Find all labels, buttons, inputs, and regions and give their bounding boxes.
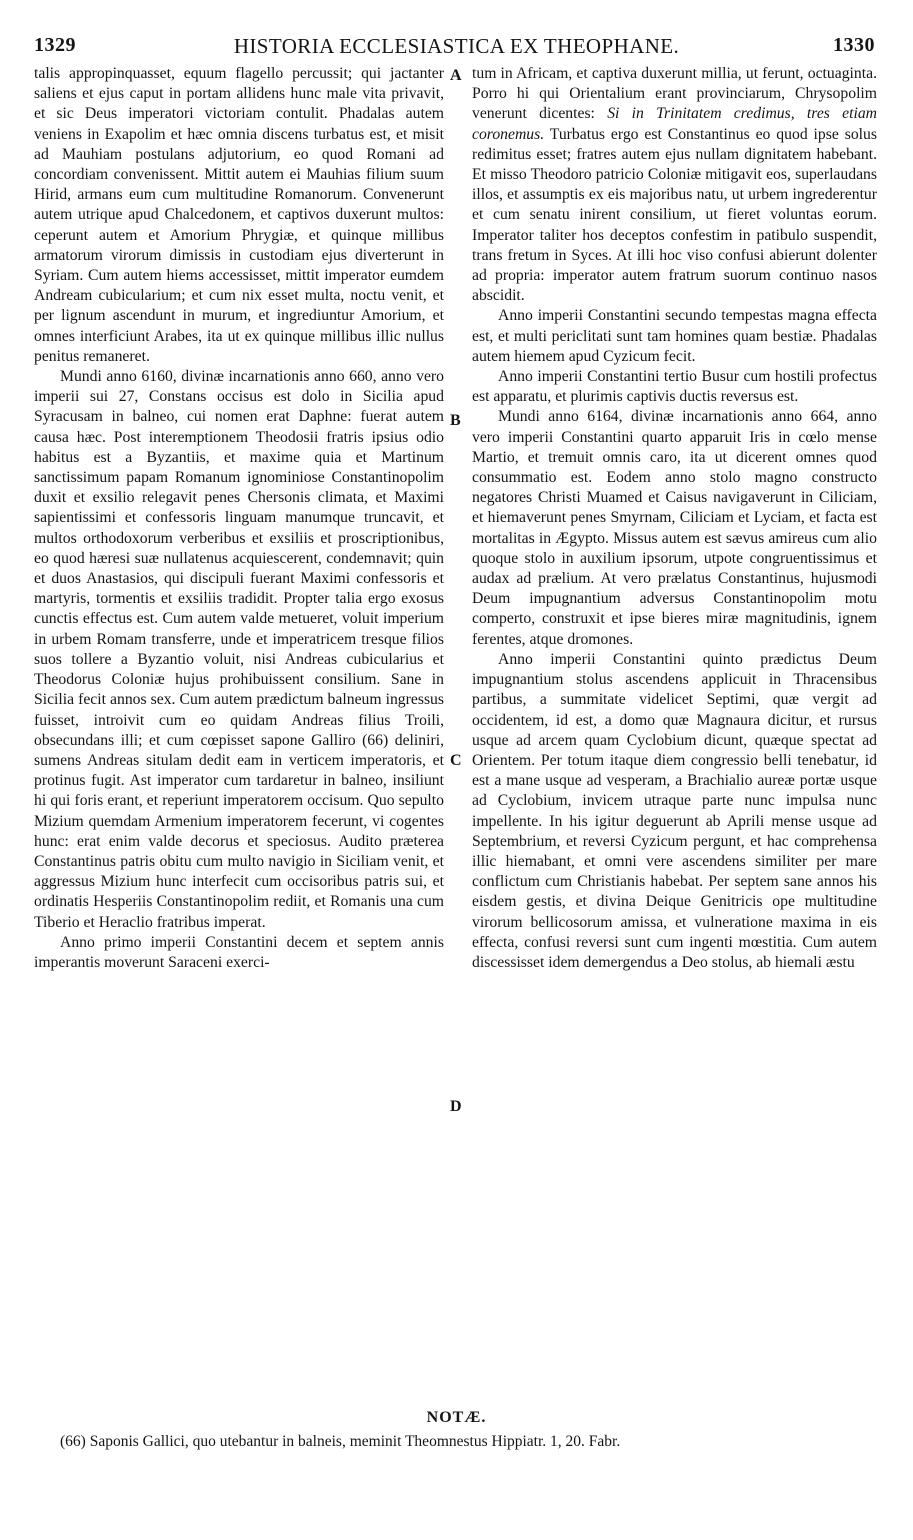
right-paragraph-3: Anno imperii Constantini tertio Busur cum hostili profectus est apparatu, et plurimis captivis ductis reversus est.: [472, 368, 877, 406]
right-paragraph-1: tum in Africam, et captiva duxerunt millia, ut ferunt, octuaginta. Porro hi qui Orientalium erant provinciarum, Chrysopolim venerunt dicentes: Si in Trinitatem credimus, tres etiam coronemus. Turbatus ergo est Constantinus eo quod ipse solus redimitus esset; fratres autem ejus nullam dignitatem habebant. Et misso Theodoro patricio Coloniæ mitigavit eos, superlaudans illos, et assumptis ex eis majoribus natu, ut urbem ingrederentur et cum senatu inirent consilium, ut fieret voluntas eorum. Imperator taliter hos deceptos confestim in patibulo suspendit, trans fretum in Syces. At illi hoc viso confusi abierunt dolenter ad propria: imperator autem fratrum suorum continuo nasos abscidit.: [472, 65, 878, 305]
footnote-66: (66) Saponis Gallici, quo utebantur in balneis, meminit Theomnestus Hippiatr. 1, 20. Fabr.: [60, 1433, 621, 1450]
page-number-left: 1329: [34, 34, 76, 56]
margin-marker-a: A: [450, 67, 462, 84]
left-paragraph-2: Mundi anno 6160, divinæ incarnationis anno 660, anno vero imperii sui 27, Constans occisus est dolo in Sicilia apud Syracusam in balneo, cui nomen erat Daphne: fuerat autem causa hæc. Post interemptionem Theodosii fratris ipsius odio habitus est a Byzantiis, et maxime quia et Martinum sanctissimum papam Romanum ignominiose Constantinopolim duxit et exsilio relegavit penes Chersonis climata, et Maximi sapientissimi et confessoris linguam manumque truncavit, et multos orthodoxorum verberibus et exsiliis et proscriptionibus, eo quod hæresi suæ nullatenus acquiescerent, condemnavit; quin et duos Anastasios, qui discipuli fuerant Maximi confessoris et martyris, tormentis et exsiliis tradidit. Propter talia ergo exosus cunctis effectus est. Cum autem valde metueret, voluit imperium in urbem Romam transferre, unde et imperatricem tresque filios suos tollere a Byzantio voluit, nisi Andreas cubicularius et Theodorus Coloniæ hujus prohibuissent consilium. Sane in Sicilia fecit annos sex. Cum autem prædictum balneum ingressus fuisset, introivit cum eo quidam Andreas filius Troili, obsecundans illi; et cum cœpisset sapone Galliro (66) deliniri, sumens Andreas situlam dedit eam in verticem imperatoris, et protinus fugit. Ast imperator cum tardaretur in balneo, insiliunt hi qui foris erant, et reperiunt imperatorem occisum. Quo sepulto Mizium quemdam Armenium imperatorem fecerunt, vi cogentes hunc: erat enim valde decorus et speciosus. Audito præterea Constantinus patris obitu cum multo navigio in Siciliam venit, et aggressus Mizium hunc interfecit cum occisoribus patris sui, et ordinatis Hesperiis Constantinopolim rediit, et Romanis una cum Tiberio et Heraclio fratribus imperat.: [34, 368, 444, 931]
right-column: [472, 64, 877, 973]
quoted-acclamation: Si in Trinitatem credimus, tres etiam coronemus.: [472, 105, 878, 143]
margin-marker-b: B: [450, 412, 461, 429]
margin-marker-d: D: [450, 1098, 462, 1115]
right-paragraph-4: Mundi anno 6164, divinæ incarnationis anno 664, anno vero imperii Constantini quarto apparuit Iris in cœlo mense Martio, et tremuit omnis caro, ita ut dicerent omnes quod consummatio est. Eodem anno stolo magno constructo negatores Christi Muamed et Caisus navigaverunt in Ciliciam, et hiemaverunt penes Smyrnam, Ciliciam et Lyciam, et facta est mortalitas in Ægypto. Missus autem est sævus amireus cum alio quoque stolo in auxilium ipsorum, utpote congruentissimus et audax ad prælium. At vero prælatus Constantinus, hujusmodi Deum impugnantium adversus Constantinopolim motu comperto, construxit et ipse bieres miræ magnitudinis, ignem ferentes, atque dromones.: [472, 408, 877, 648]
page-number-right: 1330: [833, 34, 875, 56]
running-title: HISTORIA ECCLESIASTICA EX THEOPHANE.: [233, 34, 680, 58]
right-paragraph-5: Anno imperii Constantini quinto prædictus Deum impugnantium stolus ascendens applicuit in Thracensibus partibus, a summitate videlicet Septimi, quæ vergit ad occidentem, id est, a domo quæ Magnaura dicitur, et rursus usque ad arcem quam Cyclobium dicunt, quæque spectat ad Orientem. Per totum itaque diem congressio belli tenebatur, id est a mane usque ad vesperam, a Brachialio aureæ portæ usque ad Cyclobium, invicem utraque parte nunc impulsa nunc impellente. In his igitur deguerunt ab Aprili mense usque ad Septembrium, et reversi Cyzicum pergunt, et hac comprehensa illic hiemabant, et omni vere ascendens similiter per mare conflictum cum Christianis habebat. Per septem sane annos his eisdem gestis, et divina Deique Genitricis ope multitudine virorum bellicosorum amissa, et vulneratione maxima in eis effecta, confusi reversi sunt cum ingenti mœstitia. Cum autem discessisset idem demergendus a Deo stolus, ab hiemali æstu: [472, 650, 877, 971]
left-paragraph-1: talis appropinquasset, equum flagello percussit; qui jactanter saliens et ejus caput in portam allidens hunc male vita privavit, et sic Deus imperatori victoriam contulit. Phadalas autem veniens in Exapolim et hæc omnia discens turbatus est, et misit ad Mauhiam postulans adjutorium, eo quod Romani ad concordiam convenissent. Mittit autem ei Mauhias filium suum Hirid, armans eum cum multitudine Romanorum. Convenerunt autem utrique apud Chalcedonem, et captivos duxerunt multos: ceperunt autem et Amorium Phrygiæ, et quinque millibus armatorum virorum dimissis in custodiam ejus diverterunt in Syriam. Cum autem hiems accessisset, mittit imperator eumdem Andream cubicularium; et cum nix esset multa, noctu venit, et per lignum ascendunt in murum, et ingrediuntur Amorium, et omnes interficiunt Arabes, ita ut ex quinque millibus illic nullus penitus remaneret.: [34, 65, 444, 365]
left-paragraph-3: Anno primo imperii Constantini decem et septem annis imperantis moverunt Saraceni exerci-: [34, 933, 444, 971]
left-column: [34, 64, 444, 973]
right-paragraph-2: Anno imperii Constantini secundo tempestas magna effecta est, et multi periclitati sunt tam homines quam bestiæ. Phadalas autem hiemem apud Cyzicum fecit.: [472, 307, 877, 365]
notes-heading: NOTÆ.: [426, 1409, 487, 1426]
margin-marker-c: C: [450, 752, 462, 769]
